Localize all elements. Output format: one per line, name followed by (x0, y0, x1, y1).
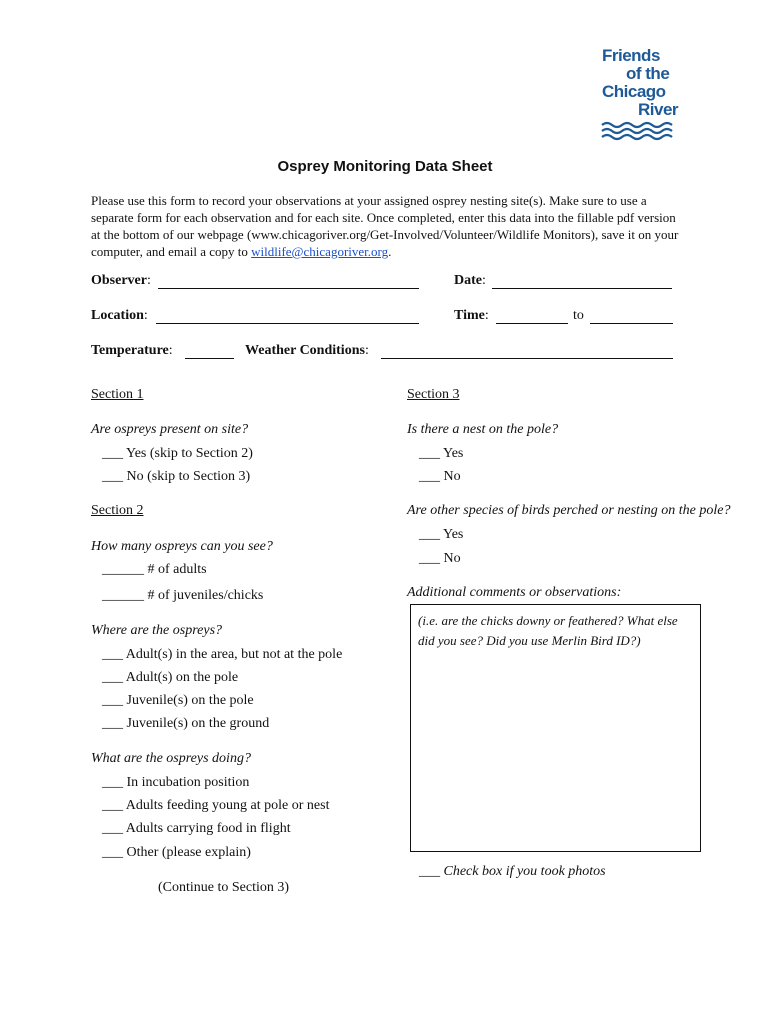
doing-question: What are the ospreys doing? (91, 751, 251, 766)
ospreys-present-yes-option[interactable]: ___ Yes (skip to Section 2) (102, 446, 253, 461)
continue-note: (Continue to Section 3) (158, 880, 290, 895)
logo-line-3: Chicago (602, 82, 666, 101)
doing-option-other[interactable]: ___ Other (please explain) (102, 845, 251, 860)
comments-prompt: (i.e. are the chicks downy or feathered? What else did you see? Did you use Merlin Bird ID?) (418, 613, 678, 648)
page-title: Osprey Monitoring Data Sheet (277, 158, 493, 175)
where-question: Where are the ospreys? (91, 623, 223, 638)
temperature-label: Temperature: (91, 343, 173, 358)
where-option-area[interactable]: ___ Adult(s) in the area, but not at the pole (102, 647, 343, 662)
comments-textarea[interactable] (410, 604, 701, 852)
where-option-adult-pole[interactable]: ___ Adult(s) on the pole (102, 670, 239, 685)
temperature-field[interactable] (185, 358, 234, 359)
doing-option-incubation[interactable]: ___ In incubation position (102, 775, 250, 790)
section-1-question: Are ospreys present on site? (91, 422, 249, 437)
adults-count-field[interactable]: ______ # of adults (102, 562, 207, 577)
count-question: How many ospreys can you see? (91, 539, 273, 554)
river-waves-icon (600, 121, 680, 143)
weather-label: Weather Conditions: (245, 343, 369, 358)
location-field[interactable] (156, 323, 419, 324)
section-3-heading: Section 3 (407, 387, 460, 402)
date-field[interactable] (492, 288, 672, 289)
nest-yes-option[interactable]: ___ Yes (419, 446, 464, 461)
photos-checkbox-option[interactable]: ___ Check box if you took photos (419, 864, 606, 879)
other-birds-yes-option[interactable]: ___ Yes (419, 527, 464, 542)
doing-option-carrying-food[interactable]: ___ Adults carrying food in flight (102, 821, 291, 836)
time-start-field[interactable] (496, 323, 568, 324)
other-birds-no-option[interactable]: ___ No (419, 551, 461, 566)
comments-question: Additional comments or observations: (407, 585, 622, 600)
time-end-field[interactable] (590, 323, 673, 324)
intro-text: Please use this form to record your observations at your assigned osprey nesting site(s). Make sure to use a separate form for each observation and for each site. Once completed, enter this data into the fillable pdf version at the bottom of our webpage (www.chicagoriver.org/Get-Involved/Volunteer/Wildlife Monitors), save it on your computer, and email a copy to (91, 193, 679, 259)
where-option-juvenile-pole[interactable]: ___ Juvenile(s) on the pole (102, 693, 254, 708)
date-label: Date: (454, 273, 486, 288)
section-2-heading: Section 2 (91, 503, 144, 518)
logo-line-2: of the (626, 64, 670, 83)
logo-line-1: Friends (602, 46, 660, 65)
nest-question: Is there a nest on the pole? (407, 422, 559, 437)
section-1-heading: Section 1 (91, 387, 144, 402)
friends-of-the-chicago-river-logo (600, 46, 690, 142)
logo-line-4: River (638, 100, 679, 119)
intro-end: . (388, 244, 392, 259)
other-birds-question: Are other species of birds perched or nesting on the pole? (407, 503, 731, 518)
time-label: Time: (454, 308, 489, 323)
doing-option-feeding[interactable]: ___ Adults feeding young at pole or nest (102, 798, 330, 813)
location-label: Location: (91, 308, 148, 323)
ospreys-present-no-option[interactable]: ___ No (skip to Section 3) (102, 469, 251, 484)
weather-field[interactable] (381, 358, 673, 359)
where-option-juvenile-ground[interactable]: ___ Juvenile(s) on the ground (102, 716, 270, 731)
nest-no-option[interactable]: ___ No (419, 469, 461, 484)
email-link[interactable]: wildlife@chicagoriver.org (251, 244, 389, 259)
juveniles-count-field[interactable]: ______ # of juveniles/chicks (102, 588, 264, 603)
observer-label: Observer: (91, 273, 151, 288)
intro-paragraph (91, 192, 681, 260)
observer-field[interactable] (158, 288, 419, 289)
time-to-label: to (573, 308, 584, 323)
